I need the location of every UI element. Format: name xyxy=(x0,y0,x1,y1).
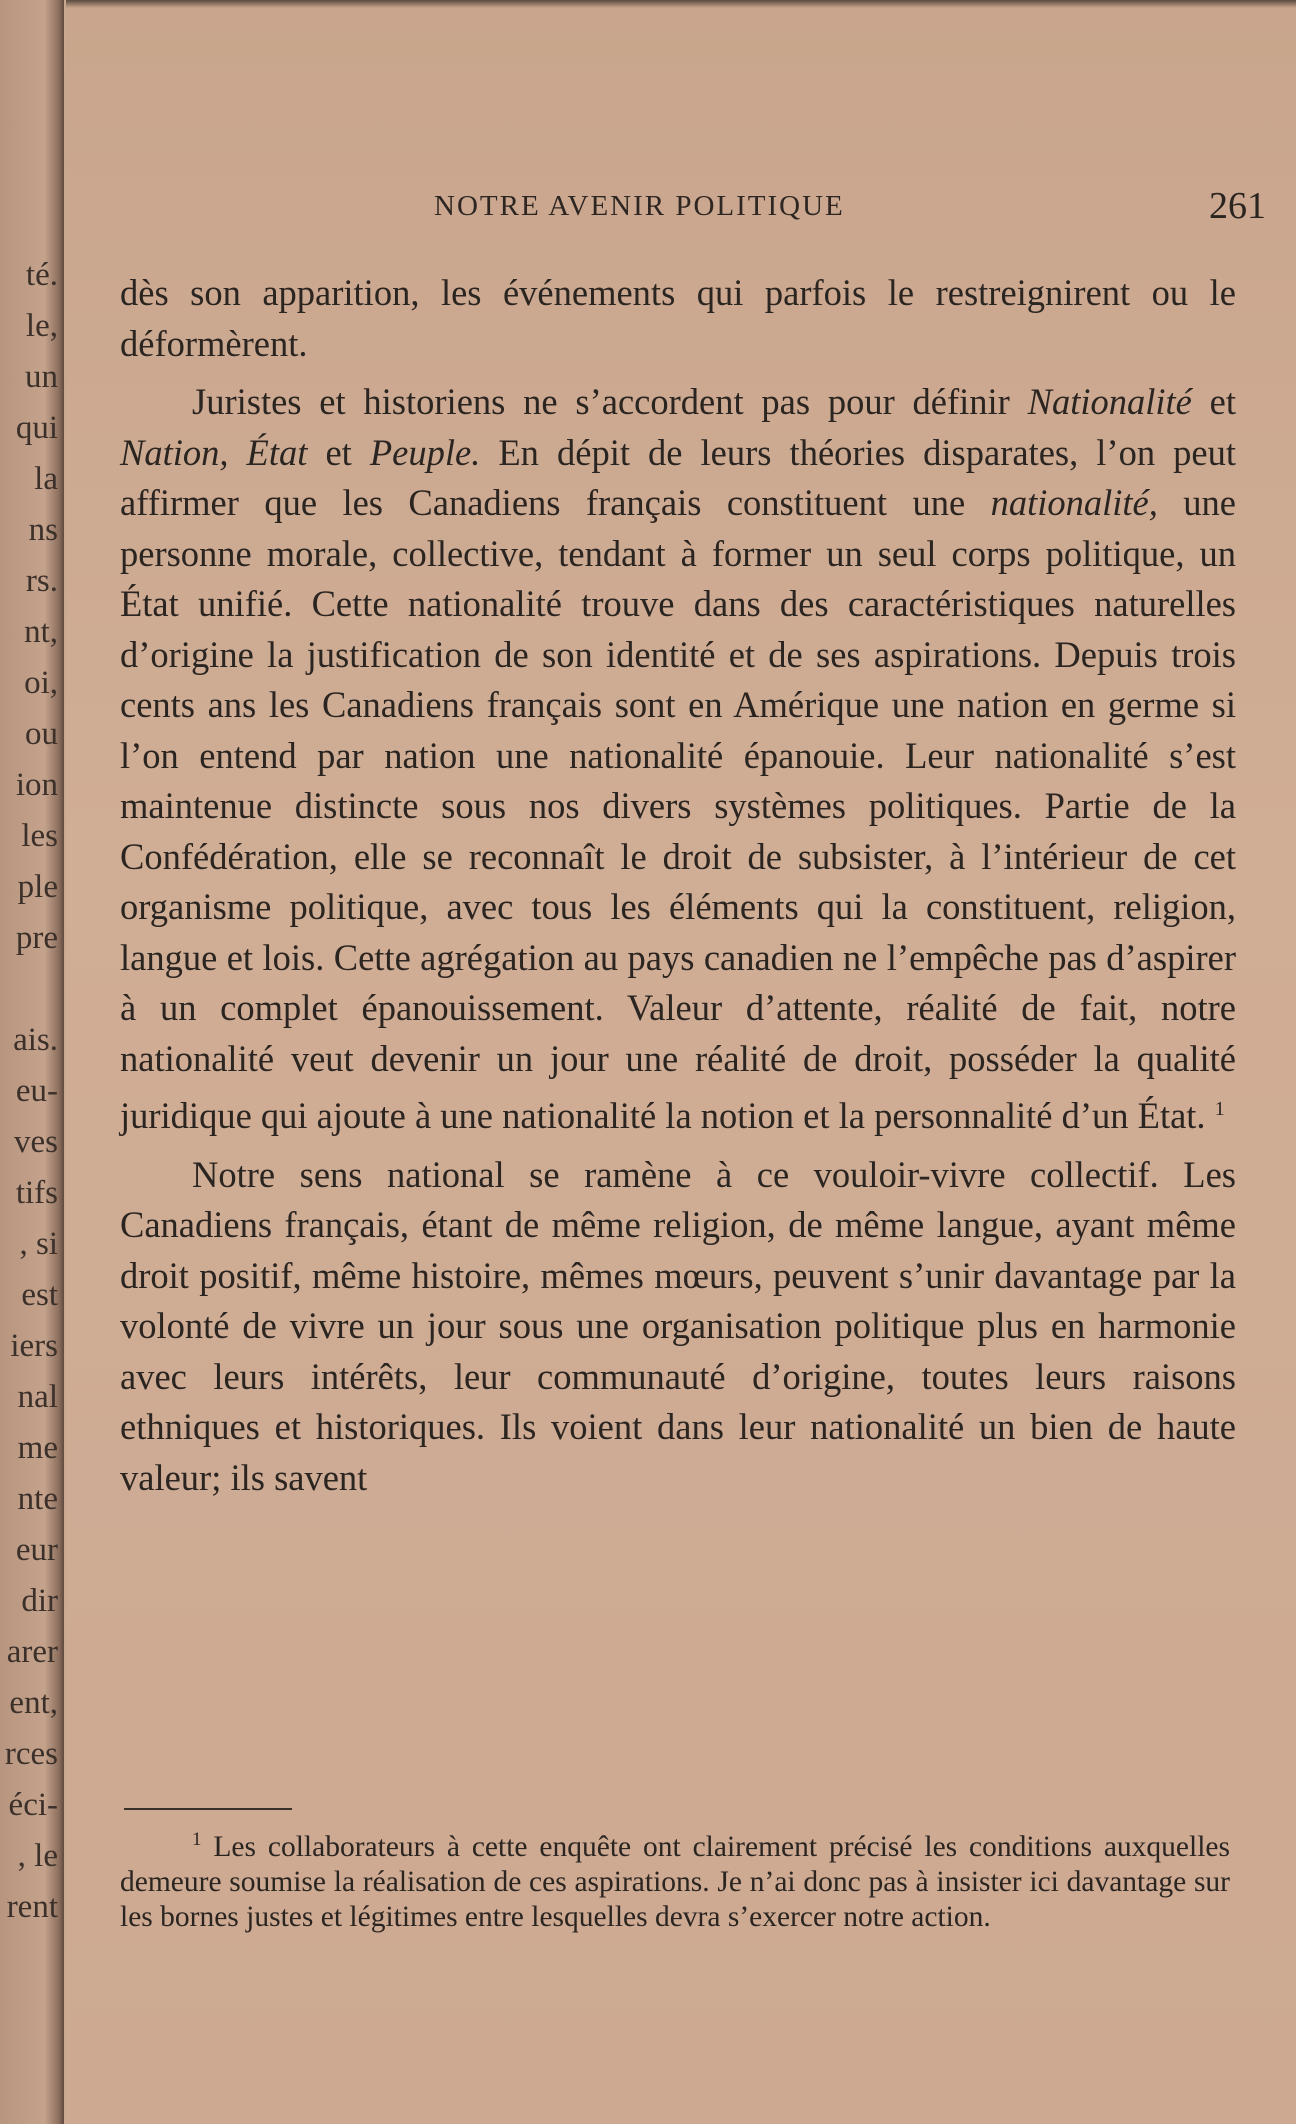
facing-page-fragment: , si xyxy=(19,1226,58,1262)
paragraph-text: et xyxy=(1191,381,1236,422)
paragraph-definitions xyxy=(120,377,1236,1142)
facing-page-fragment: qui xyxy=(15,410,58,446)
body-text xyxy=(120,268,1236,1503)
facing-page-fragment: arer xyxy=(6,1634,58,1670)
facing-page-fragment: est xyxy=(21,1277,58,1313)
facing-page-fragment: ves xyxy=(14,1124,58,1160)
facing-page-fragment: rces xyxy=(4,1736,58,1772)
facing-page-fragment: le, xyxy=(25,308,58,344)
facing-page-fragment: tifs xyxy=(15,1175,58,1211)
paragraph-text: une personne morale, collective, tendant à former un seul corps politique, un État unifié. Cette nationalité trouve dans des caractéristiques naturelles d’origine la justification de son identité et de ses aspirations. Depuis trois cents ans les Canadiens français sont en Amérique une nation en germe si l’on entend par nation une nationalité épanouie. Leur nationalité s’est maintenue distincte sous nos divers systèmes politiques. Partie de la Confédération, elle se reconnaît le droit de subsister, à l’intérieur de cet organisme politique, avec tous les éléments qui la constituent, religion, langue et lois. Cette agrégation au pays canadien ne l’empêche pas d’aspirer à un complet épanouissement. Valeur d’attente, réalité de fait, notre nationalité veut devenir un jour une réalité de droit, posséder la qualité juridique qui ajoute à une nationalité la notion et la personnalité d’un État. xyxy=(120,482,1236,1137)
facing-page-fragment: ion xyxy=(15,767,58,803)
italic-term: Peuple. xyxy=(369,431,481,473)
facing-page-fragment: nt, xyxy=(24,614,58,650)
italic-term: Nation, État xyxy=(120,431,308,473)
footnote xyxy=(120,1822,1230,1935)
facing-page-fragments xyxy=(0,250,58,1933)
facing-page-fragment xyxy=(0,964,58,1015)
facing-page-fragment: ent, xyxy=(9,1685,58,1721)
facing-page-fragment: iers xyxy=(10,1328,58,1364)
paragraph-text: Notre sens national se ramène à ce vouloir-vivre collectif. Les Canadiens français, étant de même religion, de même langue, ayant même droit positif, même histoire, mêmes mœurs, peuvent s’unir davantage par la volonté de vivre un jour sous une organisation politique plus en harmonie avec leurs intérêts, leur communauté d’origine, toutes leurs raisons ethniques et historiques. Ils voient dans leur nationalité un bien de haute valeur; ils savent xyxy=(120,1153,1236,1498)
facing-page-fragment: rs. xyxy=(25,563,58,599)
facing-page-fragment: , le xyxy=(17,1838,58,1874)
facing-page-fragment: la xyxy=(34,461,58,497)
facing-page-fragment: éci- xyxy=(8,1787,58,1823)
facing-page-fragment: les xyxy=(21,818,58,854)
facing-page-fragment: dir xyxy=(21,1583,58,1619)
facing-page-fragment: té. xyxy=(25,257,58,293)
facing-page-edge xyxy=(0,0,64,2124)
facing-page-fragment: me xyxy=(17,1430,58,1466)
paragraph-text: et xyxy=(307,431,370,473)
facing-page-fragment: ais. xyxy=(13,1022,58,1058)
footnote-mark: 1 xyxy=(192,1829,202,1850)
footnote-reference: 1 xyxy=(1214,1098,1225,1120)
paragraph-text: dès son apparition, les événements qui parfois le restreignirent ou le déformèrent. xyxy=(120,272,1236,364)
paragraph-text: Juristes et historiens ne s’accordent pas pour définir xyxy=(192,381,1028,422)
facing-page-fragment: ple xyxy=(17,869,58,905)
page-header xyxy=(66,185,1296,240)
facing-page-fragment: eu- xyxy=(15,1073,58,1109)
facing-page-fragment: ns xyxy=(28,512,58,548)
page-top-edge xyxy=(66,0,1296,8)
book-page xyxy=(66,0,1296,2124)
paragraph-text: En dépit de leurs théories disparates, l’on peut affirmer que les Canadiens français constituent une xyxy=(120,431,1236,523)
facing-page-fragment: eur xyxy=(15,1532,58,1568)
facing-page-fragment: nte xyxy=(17,1481,58,1517)
italic-term: nationalité, xyxy=(990,482,1158,523)
facing-page-fragment: rent xyxy=(6,1889,58,1925)
footnote-text: Les collaborateurs à cette enquête ont clairement précisé les conditions auxquelles demeure soumise la réalisation de ces aspirations. Je n’ai donc pas à insister ici davantage sur les bornes justes et légitimes entre lesquelles devra s’exercer notre action. xyxy=(120,1830,1230,1933)
facing-page-fragment: nal xyxy=(17,1379,58,1415)
page-number: 261 xyxy=(1209,185,1266,227)
italic-term: Nationalité xyxy=(1027,381,1192,422)
paragraph-national-sense xyxy=(120,1150,1236,1504)
facing-page-fragment: ou xyxy=(25,716,58,752)
facing-page-fragment: pre xyxy=(15,920,58,956)
facing-page-fragment: oi, xyxy=(24,665,58,701)
paragraph-continued xyxy=(120,268,1236,369)
facing-page-fragment: un xyxy=(25,359,58,395)
running-head: NOTRE AVENIR POLITIQUE xyxy=(434,190,845,222)
footnote-rule xyxy=(124,1808,292,1810)
